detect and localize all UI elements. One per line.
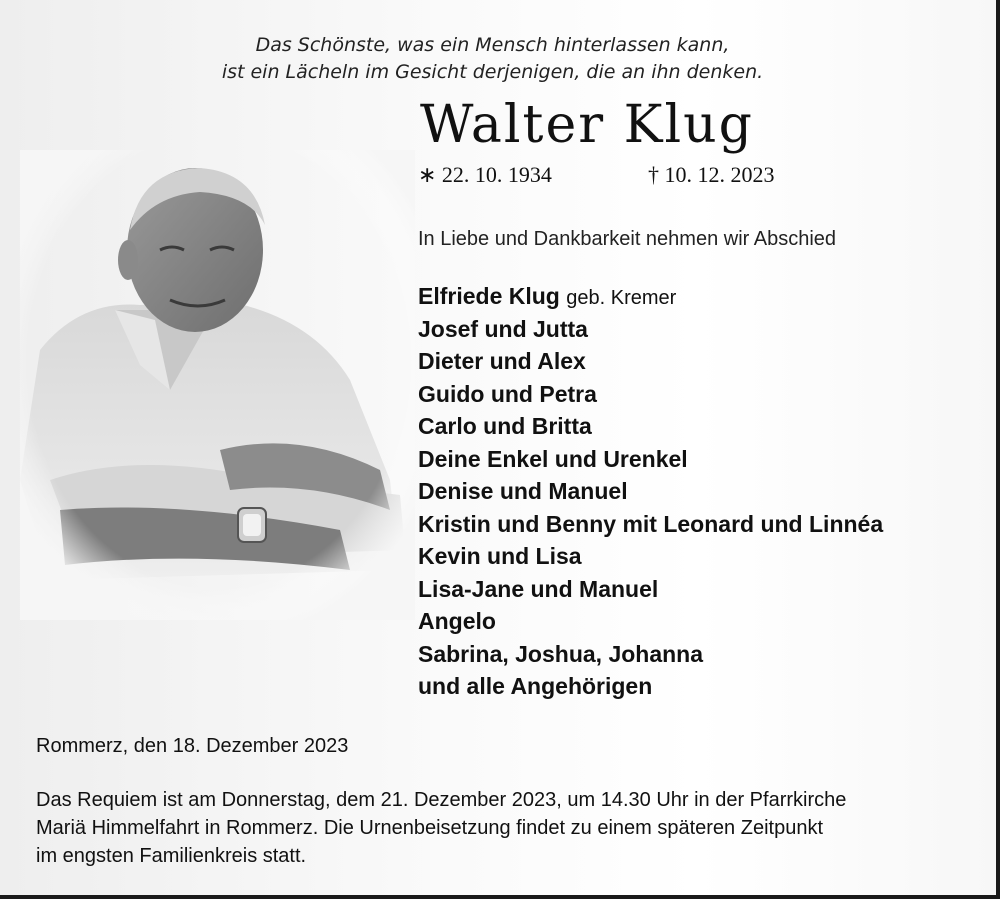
farewell-intro: In Liebe und Dankbarkeit nehmen wir Abschied — [418, 228, 837, 250]
maiden-name-note: geb. Kremer — [566, 287, 677, 309]
requiem-line: im engsten Familienkreis statt. — [36, 845, 307, 867]
requiem-line: Mariä Himmelfahrt in Rommerz. Die Urnenbeisetzung findet zu einem späteren Zeitpunkt — [36, 817, 824, 839]
requiem-notice — [36, 786, 976, 870]
mourner-entry: Denise und Manuel — [418, 478, 628, 504]
mourner-entry: Josef und Jutta — [418, 315, 588, 342]
mourner-entry: Lisa-Jane und Manuel — [418, 575, 659, 602]
mourner-entry: Kristin und Benny mit Leonard und Linnéa — [418, 510, 884, 537]
mourner-entry: und alle Angehörigen — [418, 673, 653, 699]
mourner-entry: Angelo — [418, 608, 496, 634]
mourner-entry: Dieter und Alex — [418, 348, 586, 374]
portrait-photo — [20, 150, 415, 620]
quote-line: Das Schönste, was ein Mensch hinterlassen kann, — [255, 34, 730, 56]
requiem-line: Das Requiem ist am Donnerstag, dem 21. Dezember 2023, um 14.30 Uhr in der Pfarrkirche — [36, 789, 847, 811]
death-date: † 10. 12. 2023 — [648, 162, 775, 187]
birth-date: ∗ 22. 10. 1934 — [418, 162, 552, 187]
mourner-entry — [418, 280, 883, 313]
mourner-entry: Carlo und Britta — [418, 413, 592, 439]
quote-line: ist ein Lächeln im Gesicht derjenigen, die an ihn denken. — [221, 61, 764, 83]
mourner-name: Elfriede Klug — [418, 283, 560, 309]
mourner-entry: Guido und Petra — [418, 380, 597, 407]
mourner-entry: Deine Enkel und Urenkel — [418, 445, 688, 472]
mourner-entry: Sabrina, Joshua, Johanna — [418, 640, 704, 667]
mourner-entry: Kevin und Lisa — [418, 543, 582, 569]
deceased-name: Walter Klug — [420, 95, 754, 155]
mourners-list — [418, 280, 883, 703]
memorial-quote — [200, 32, 785, 86]
place-and-date: Rommerz, den 18. Dezember 2023 — [36, 735, 349, 757]
